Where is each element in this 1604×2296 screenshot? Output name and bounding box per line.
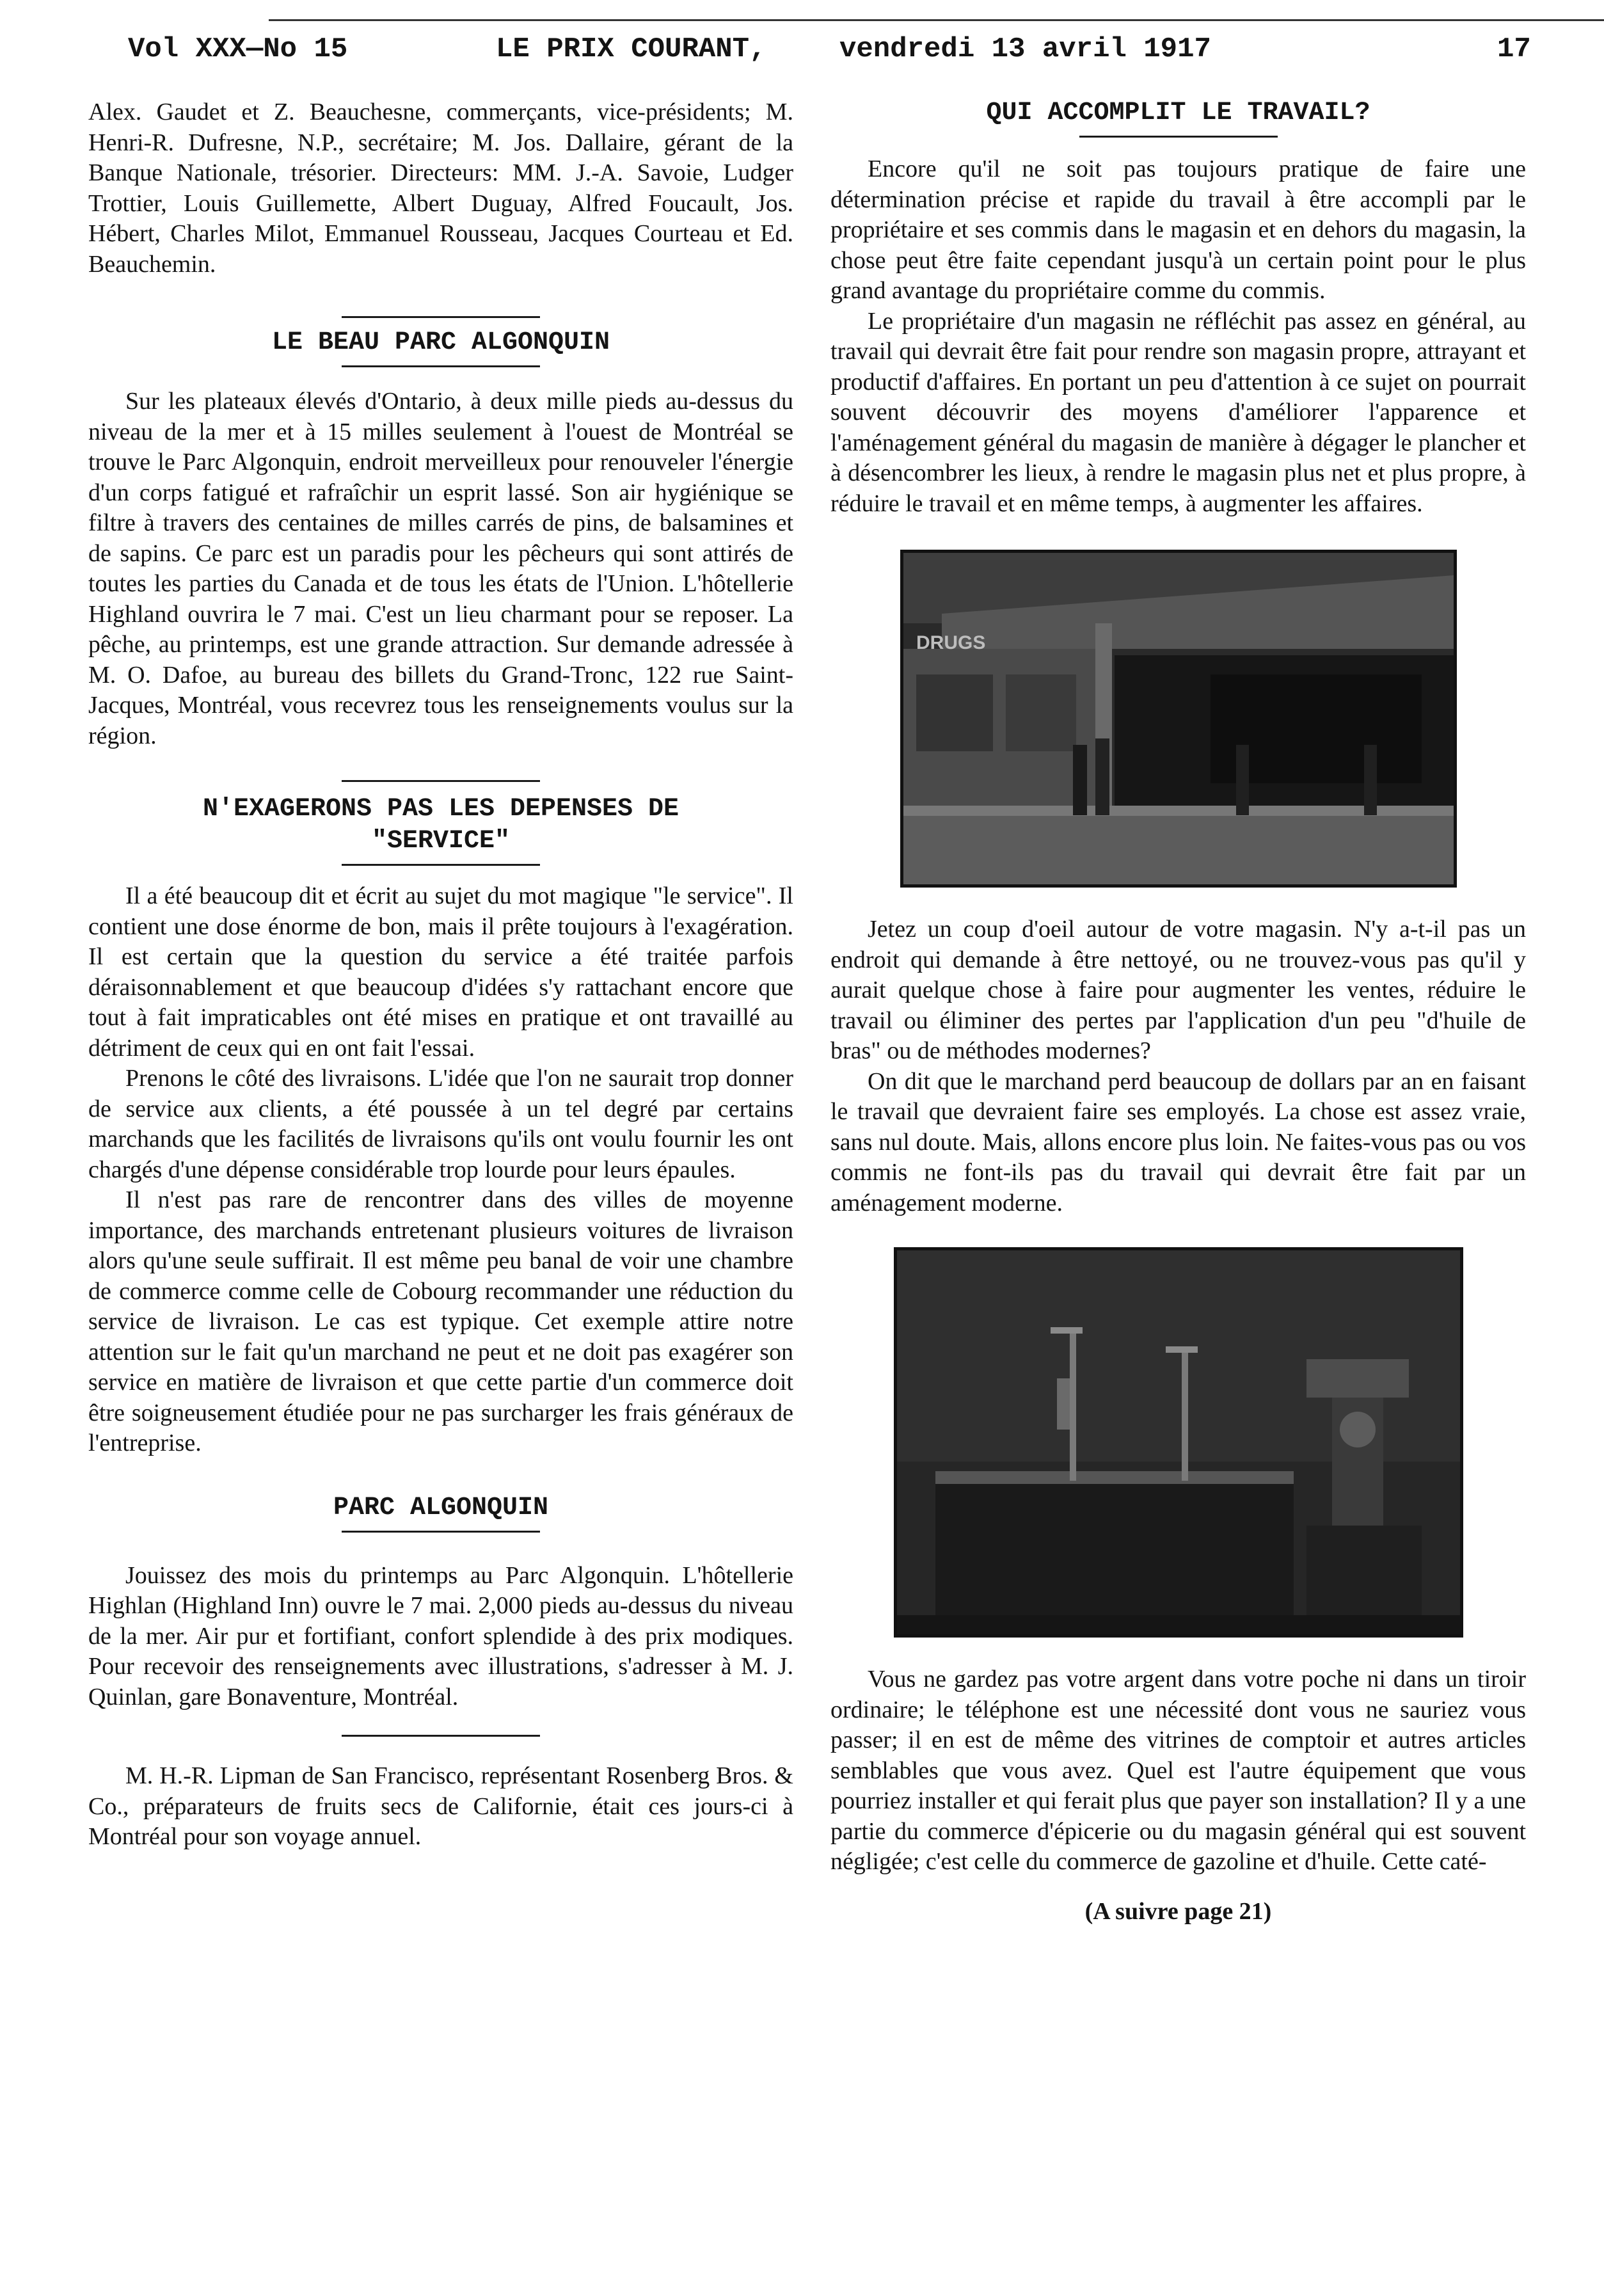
title-underline bbox=[342, 365, 540, 367]
section-rule bbox=[342, 1735, 540, 1737]
page-number: 17 bbox=[1497, 33, 1531, 65]
intro-paragraph: Alex. Gaudet et Z. Beauchesne, commerçants, vice-présidents; M. Henri-R. Dufresne, N.P., secrétaire; M. Jos. Dallaire, gérant de la Banque Nationale, trésorier. Directeurs: MM. J.-A. Savoie, Ludger Trottier, Louis Guillemette, Albert Duguay, Alfred Foucault, Jos. Hébert, Charles Milot, Emmanuel Rousseau, Jacques Courteau et Ed. Beauchemin. bbox=[88, 99, 793, 278]
issue-date: vendredi 13 avril 1917 bbox=[839, 33, 1211, 65]
depenses-title-line1: N'EXAGERONS PAS LES DEPENSES DE bbox=[202, 795, 679, 824]
store-interior-image bbox=[897, 1250, 1460, 1634]
section-rule bbox=[342, 316, 540, 318]
journal-title: LE PRIX COURANT, bbox=[496, 33, 766, 65]
continued-note: (A suivre page 21) bbox=[1084, 1897, 1272, 1925]
middle-paragraph-1: Jetez un coup d'oeil autour de votre magasin. N'y a-t-il pas un endroit qui demande à être nettoyé, ou ne trouvez-vous pas qu'il y aurait quelque chose à faire pour augmenter les ventes, réduire le travail ou éliminer des pertes par l'application d'un peu "d'huile de bras" ou de méthodes modernes? bbox=[830, 916, 1526, 1064]
beau-parc-paragraph: Sur les plateaux élevés d'Ontario, à deux mille pieds au-dessus du niveau de la mer et à 15 milles seulement à l'ouest de Montréal se trouve le Parc Algonquin, endroit merveilleux pour renouveler l'énergie d'un corps fatigué et rafraîchir un esprit lassé. Son air hygiénique se filtre à travers des centaines de milles carrés de pins, de balsamines et de sapins. Ce parc est un paradis pour les pêcheurs qui sont attirés de toutes les parties du Canada et de tous les états de l'Union. L'hôtellerie Highland ouvrira le 7 mai. C'est un lieu charmant pour se reposer. La pêche, au printemps, est une grande attraction. Sur demande adressée à M. O. Dafoe, au bureau des billets du Grand-Tronc, 122 rue Saint-Jacques, Montréal, vous recevrez tous les renseignements voulus sur la région. bbox=[88, 388, 793, 749]
middle-paragraph-2: On dit que le marchand perd beaucoup de dollars par an en faisant le travail que devraient faire ses employés. La chose est assez vraie, sans nul doute. Mais, allons encore plus loin. Ne faites-vous pas ou vos commis ne font-ils pas du travail qui devrait être fait par un aménagement moderne. bbox=[830, 1067, 1526, 1216]
qui-accomplit-paragraph-2: Le propriétaire d'un magasin ne réfléchit pas assez en général, au travail qui devrait être fait pour rendre son magasin propre, attrayant et productif d'affaires. En portant un peu d'attention à ce sujet on pourrait souvent découvrir des moyens d'améliorer l'apparence et l'aménagement général du magasin de manière à dégager le plancher et à désencombrer les lieux, à rendre le magasin plus net et plus propre, à réduire le travail et en même temps, à augmenter les affaires. bbox=[830, 307, 1526, 517]
running-head bbox=[0, 33, 1604, 84]
parc-algonquin-title: PARC ALGONQUIN bbox=[333, 1493, 549, 1522]
bottom-paragraph: Vous ne gardez pas votre argent dans votre poche ni dans un tiroir ordinaire; le téléphone est une nécessité dont vous ne sauriez vous passer; il en est de même des vitrines de comptoir et autres articles semblables que vous avez. Quel est l'autre équipement que vous pourriez installer et qui ferait plus que payer son installation? Il y a une partie du commerce d'épicerie ou du magasin général qui est souvent négligée; c'est celle du commerce de gazoline et d'huile. Cette caté- bbox=[830, 1666, 1526, 1875]
section-rule bbox=[342, 780, 540, 782]
title-underline bbox=[342, 864, 540, 866]
storefront-image bbox=[903, 553, 1454, 884]
header-top-rule bbox=[269, 19, 1604, 21]
depenses-title-line2: "SERVICE" bbox=[371, 827, 511, 856]
qui-accomplit-title: QUI ACCOMPLIT LE TRAVAIL? bbox=[986, 99, 1370, 127]
left-column bbox=[88, 97, 793, 1853]
beau-parc-title: LE BEAU PARC ALGONQUIN bbox=[271, 328, 610, 357]
right-column bbox=[830, 97, 1526, 1927]
title-underline bbox=[342, 1531, 540, 1533]
title-underline bbox=[1079, 136, 1278, 138]
qui-accomplit-paragraph-1: Encore qu'il ne soit pas toujours pratique de faire une détermination précise et rapide du travail à être accompli par le propriétaire et ses commis dans le magasin et en dehors du magasin, la chose peut être faite cependant jusqu'à un certain point pour le plus grand avantage du propriétaire comme du commis. bbox=[830, 155, 1526, 304]
volume-number: Vol XXX—No 15 bbox=[128, 33, 348, 65]
drugs-sign-text: DRUGS bbox=[916, 632, 985, 653]
depenses-paragraph-1: Il a été beaucoup dit et écrit au sujet du mot magique "le service". Il contient une dose énorme de bon, mais il prête toujours à l'exagération. Il est certain que la question du service a été traitée parfois déraisonnablement et que beaucoup d'idées s'y rattachant encore que tout à fait impraticables ont été mises en pratique et ont travaillé au détriment de ceux qui en ont fait l'essai. bbox=[88, 882, 793, 1062]
lipman-paragraph: M. H.-R. Lipman de San Francisco, représentant Rosenberg Bros. & Co., préparateurs de fruits secs de Californie, était ces jours-ci à Montréal pour son voyage annuel. bbox=[88, 1762, 793, 1850]
store-interior-photo bbox=[894, 1247, 1463, 1638]
depenses-paragraph-2: Prenons le côté des livraisons. L'idée que l'on ne saurait trop donner de service aux clients, a été poussée à un tel degré par certains marchands que les facilités de livraisons qu'ils ont voulu fournir les ont chargés d'une dépense considérable trop lourde pour leurs épaules. bbox=[88, 1065, 793, 1183]
parc-algonquin-paragraph: Jouissez des mois du printemps au Parc Algonquin. L'hôtellerie Highlan (Highland Inn) ouvre le 7 mai. 2,000 pieds au-dessus du niveau de la mer. Air pur et fortifiant, confort splendide à des prix modiques. Pour recevoir des renseignements avec illustrations, s'adresser à M. J. Quinlan, gare Bonaventure, Montréal. bbox=[88, 1561, 793, 1710]
storefront-photo bbox=[900, 550, 1457, 888]
depenses-paragraph-3: Il n'est pas rare de rencontrer dans des villes de moyenne importance, des marchands entretenant plusieurs voitures de livraison alors qu'une seule suffirait. Il est même peu banal de voir une chambre de commerce comme celle de Cobourg recommander une réduction du service de livraison. Le cas est typique. Cet exemple attire notre attention sur le fait qu'un marchand ne peut et ne doit pas exagérer son service en matière de livraison et que cette partie d'un commerce doit être soigneusement étudiée pour ne pas surcharger les frais généraux de l'entreprise. bbox=[88, 1186, 793, 1456]
